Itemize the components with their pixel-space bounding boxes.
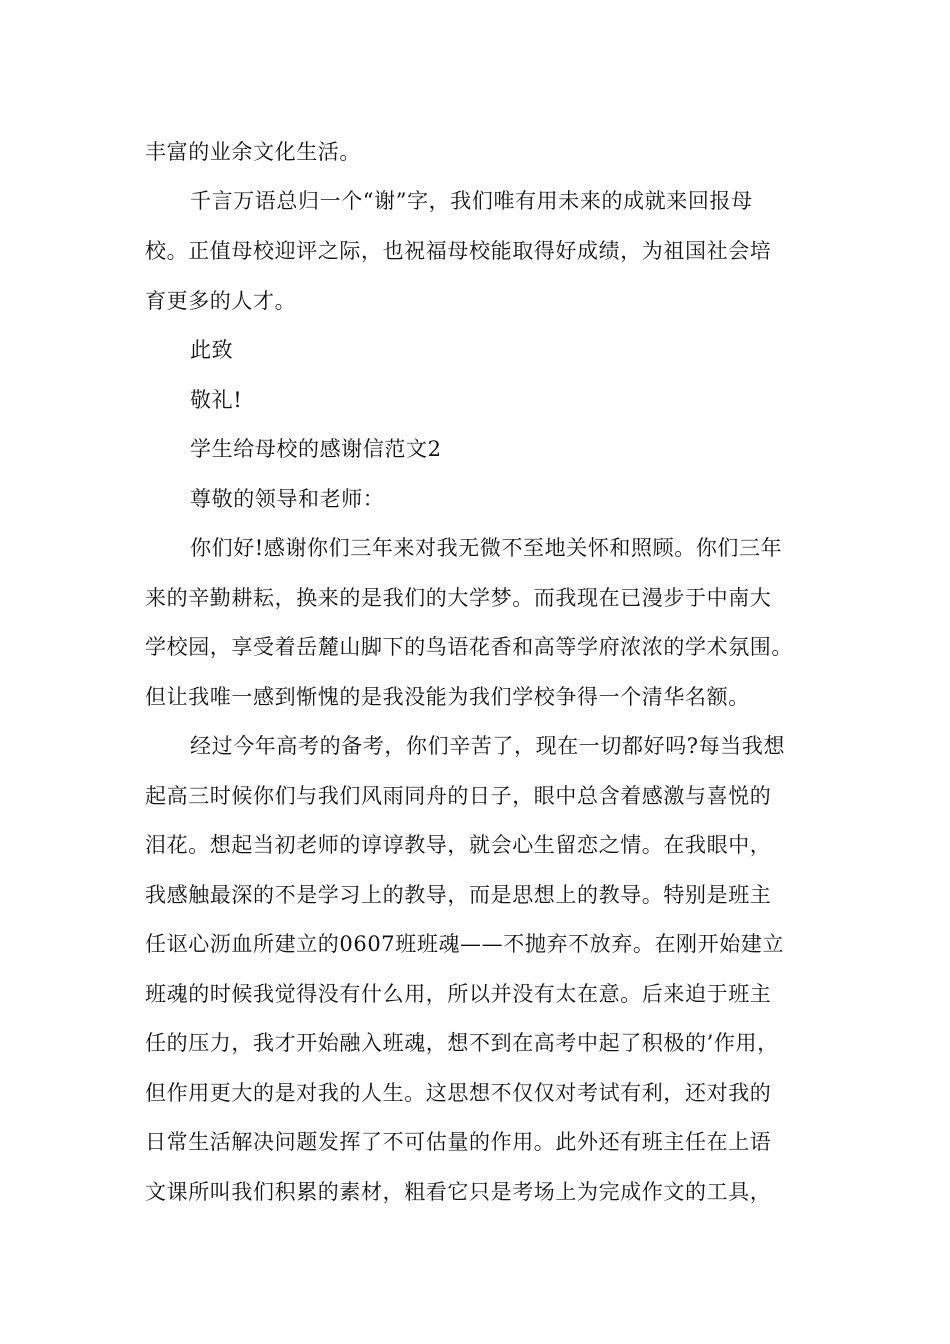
text-line: 学校园，享受着岳麓山脚下的鸟语花香和高等学府浓浓的学术氛围。 bbox=[145, 635, 793, 659]
text-line: 班魂的时候我觉得没有什么用，所以并没有太在意。后来迫于班主 bbox=[145, 982, 772, 1006]
text-line: 千言万语总归一个“谢”字，我们唯有用未来的成就来回报母 bbox=[190, 189, 753, 213]
text-line: 丰富的业余文化生活。 bbox=[145, 140, 361, 164]
text-line: 我感触最深的不是学习上的教导，而是思想上的教导。特别是班主 bbox=[145, 883, 772, 907]
section-title: 学生给母校的感谢信范文2 bbox=[190, 437, 442, 461]
text-line: 来的辛勤耕耘，换来的是我们的大学梦。而我现在已漫步于中南大 bbox=[145, 586, 772, 610]
text-line: 经过今年高考的备考，你们辛苦了，现在一切都好吗?每当我想 bbox=[190, 734, 786, 758]
text-line: 但让我唯一感到惭愧的是我没能为我们学校争得一个清华名额。 bbox=[145, 685, 750, 709]
text-line: 育更多的人才。 bbox=[145, 289, 297, 313]
text-line: 校。正值母校迎评之际，也祝福母校能取得好成绩，为祖国社会培 bbox=[145, 239, 772, 263]
text-line: 任的压力，我才开始融入班魂，想不到在高考中起了积极的’作用， bbox=[145, 1031, 779, 1055]
text-line: 任讴心沥血所建立的0607班班魂——不抛弃不放弃。在刚开始建立 bbox=[145, 932, 785, 956]
text-line: 你们好!感谢你们三年来对我无微不至地关怀和照顾。你们三年 bbox=[190, 536, 783, 560]
text-line: 泪花。想起当初老师的谆谆教导，就会心生留恋之情。在我眼中， bbox=[145, 833, 772, 857]
text-line: 起高三时候你们与我们风雨同舟的日子，眼中总含着感激与喜悦的 bbox=[145, 784, 772, 808]
text-line: 日常生活解决问题发挥了不可估量的作用。此外还有班主任在上语 bbox=[145, 1130, 772, 1154]
text-line: 文课所叫我们积累的素材，粗看它只是考场上为完成作文的工具， bbox=[145, 1180, 772, 1204]
closing-regards: 敬礼! bbox=[190, 388, 243, 412]
text-line: 但作用更大的是对我的人生。这思想不仅仅对考试有利，还对我的 bbox=[145, 1081, 772, 1105]
closing-salutation: 此致 bbox=[190, 338, 234, 362]
greeting-line: 尊敬的领导和老师： bbox=[190, 487, 385, 511]
